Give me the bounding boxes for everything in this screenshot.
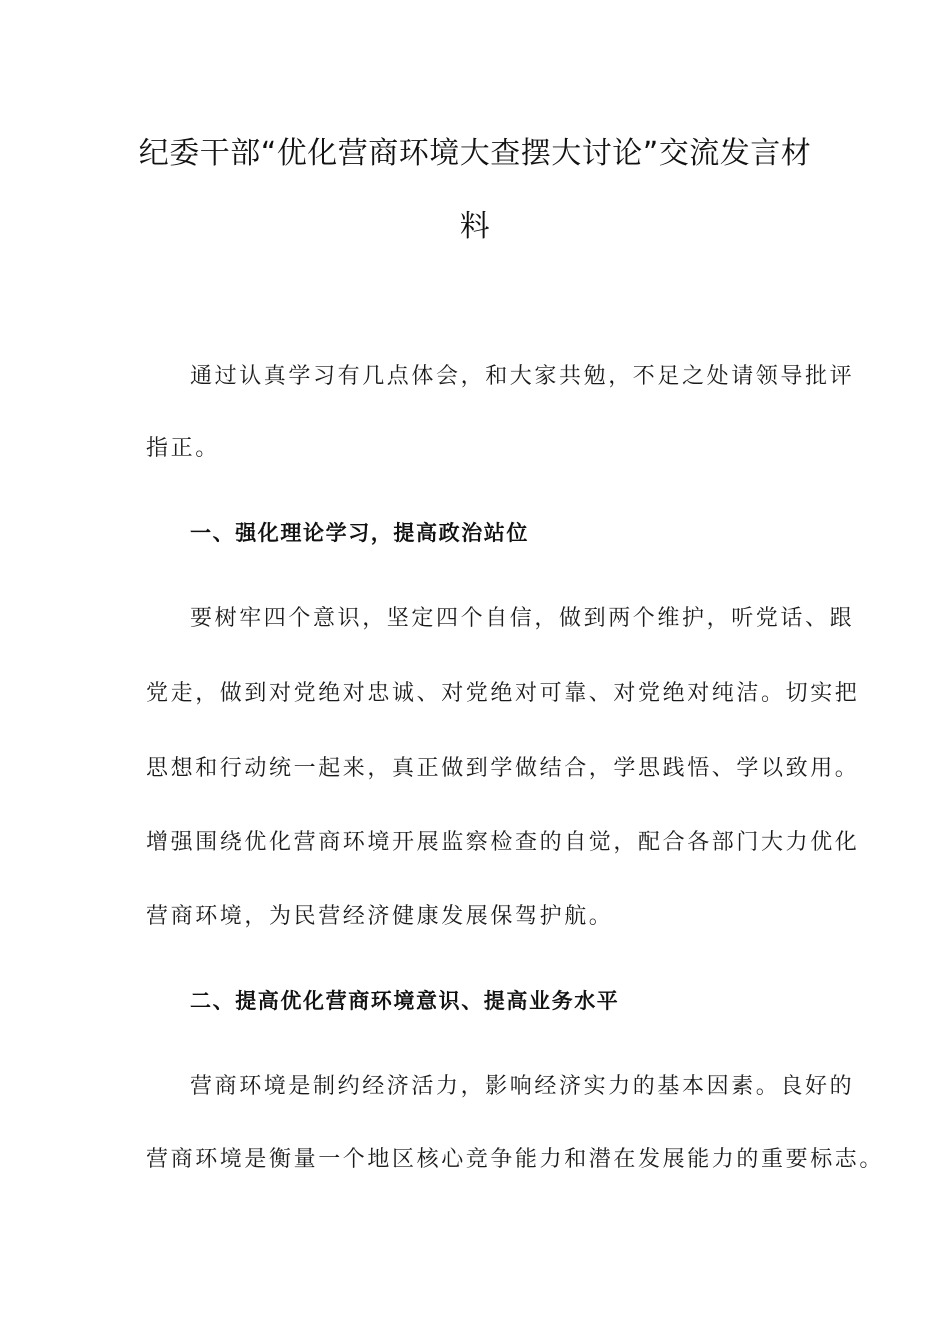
section-1-heading: 一、强化理论学习，提高政治站位 xyxy=(190,521,529,545)
section-2-line: 营商环境是制约经济活力，影响经济实力的基本因素。良好的 xyxy=(190,1074,855,1099)
document-title-line-1: 纪委干部“优化营商环境大查摆大讨论”交流发言材 xyxy=(138,136,812,171)
section-2-line: 营商环境是衡量一个地区核心竞争能力和潜在发展能力的重要标志。 xyxy=(146,1147,885,1172)
document-title-line-2: 料 xyxy=(459,209,491,244)
section-1-line: 党走，做到对党绝对忠诚、对党绝对可靠、对党绝对纯洁。切实把 xyxy=(146,681,860,706)
section-2-heading: 二、提高优化营商环境意识、提高业务水平 xyxy=(190,989,620,1013)
section-1-line: 营商环境，为民营经济健康发展保驾护航。 xyxy=(146,904,614,929)
section-1-line: 增强围绕优化营商环境开展监察检查的自觉，配合各部门大力优化 xyxy=(146,830,860,855)
section-1-line: 要树牢四个意识，坚定四个自信，做到两个维护，听党话、跟 xyxy=(190,606,855,631)
intro-line-2: 指正。 xyxy=(146,436,220,461)
intro-line-1: 通过认真学习有几点体会，和大家共勉，不足之处请领导批评 xyxy=(190,364,855,389)
section-1-line: 思想和行动统一起来，真正做到学做结合，学思践悟、学以致用。 xyxy=(146,756,860,781)
